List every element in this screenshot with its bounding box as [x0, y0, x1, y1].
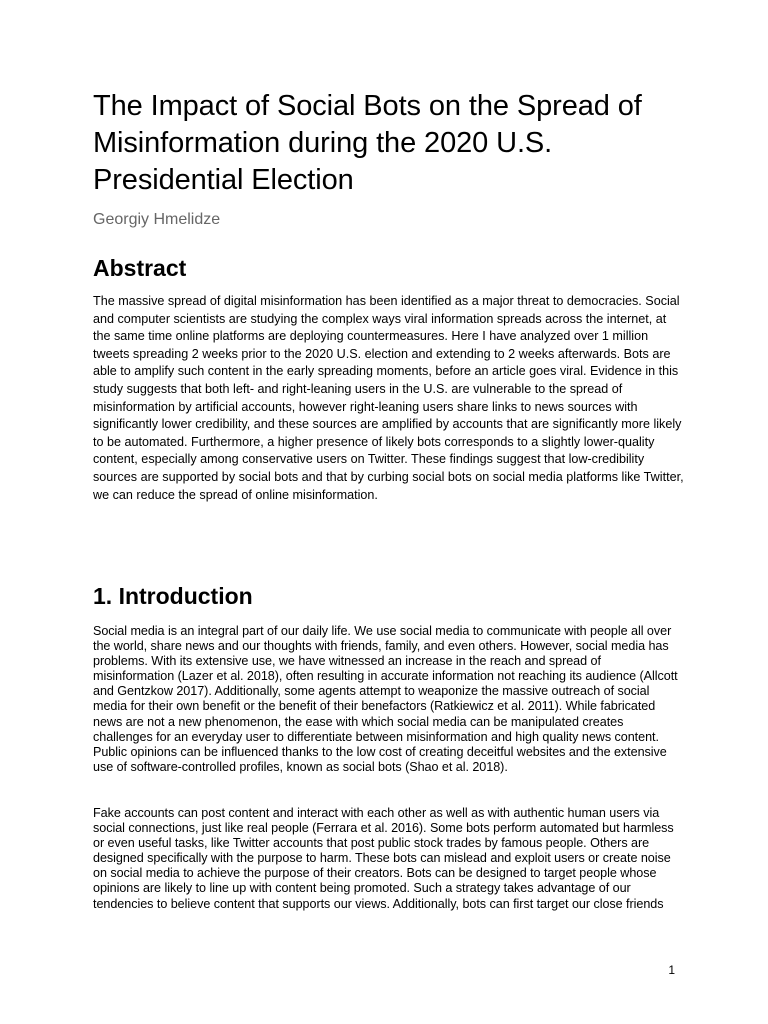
abstract-paragraph: The massive spread of digital misinformation has been identified as a major threat to democracies. Social and computer scientists are studying the complex ways viral information spreads across the internet, at the same time online platforms are deploying countermeasures. Here I have analyzed over 1 million tweets spreading 2 weeks prior to the 2020 U.S. election and extending to 2 weeks afterwards. Bots are able to amplify such content in the early spreading moments, before an article goes viral. Evidence in this study suggests that both left- and right-leaning users in the U.S. are vulnerable to the spread of misinformation by artificial accounts, however right-leaning users share links to news sources with significantly lower credibility, and these sources are amplified by accounts that are significantly more likely to be automated. Furthermore, a higher presence of likely bots corresponds to a slightly lower-quality content, especially among conservative users on Twitter. These findings suggest that low-credibility sources are supported by social bots and that by curbing social bots on social media platforms like Twitter, we can reduce the spread of online misinformation.: [93, 294, 684, 502]
author-name: Georgiy Hmelidze: [93, 211, 221, 228]
abstract-heading: Abstract: [93, 255, 187, 281]
introduction-paragraph-1: Social media is an integral part of our daily life. We use social media to communicate with people all over the world, share news and our thoughts with friends, family, and even others. However, social media has problems. With its extensive use, we have witnessed an increase in the reach and spread of misinformation (Lazer et al. 2018), often resulting in accurate information not reaching its audience (Allcott and Gentzkow 2017). Additionally, some agents attempt to weaponize the massive outreach of social media for their own benefit or the benefit of their benefactors (Ratkiewicz et al. 2011). While fabricated news are not a new phenomenon, the ease with which social media can be manipulated creates challenges for an everyday user to differentiate between misinformation and high quality news content. Public opinions can be influenced thanks to the low cost of creating deceitful websites and the extensive use of software-controlled profiles, known as social bots (Shao et al. 2018).: [93, 624, 678, 774]
page-number: 1: [668, 963, 675, 977]
paper-title: The Impact of Social Bots on the Spread of Misinformation during the 2020 U.S. Presidential Election: [93, 90, 642, 196]
introduction-heading: 1. Introduction: [93, 583, 253, 609]
introduction-paragraph-2: Fake accounts can post content and interact with each other as well as with authentic human users via social connections, just like real people (Ferrara et al. 2016). Some bots perform automated but harmless or even useful tasks, like Twitter accounts that post public stock trades by famous people. Others are designed specifically with the purpose to harm. These bots can mislead and exploit users or create noise on social media to achieve the purpose of their creators. Bots can be designed to target people whose opinions are likely to line up with content being promoted. Such a strategy takes advantage of our tendencies to believe content that supports our views. Additionally, bots can first target our close friends: [93, 806, 674, 911]
